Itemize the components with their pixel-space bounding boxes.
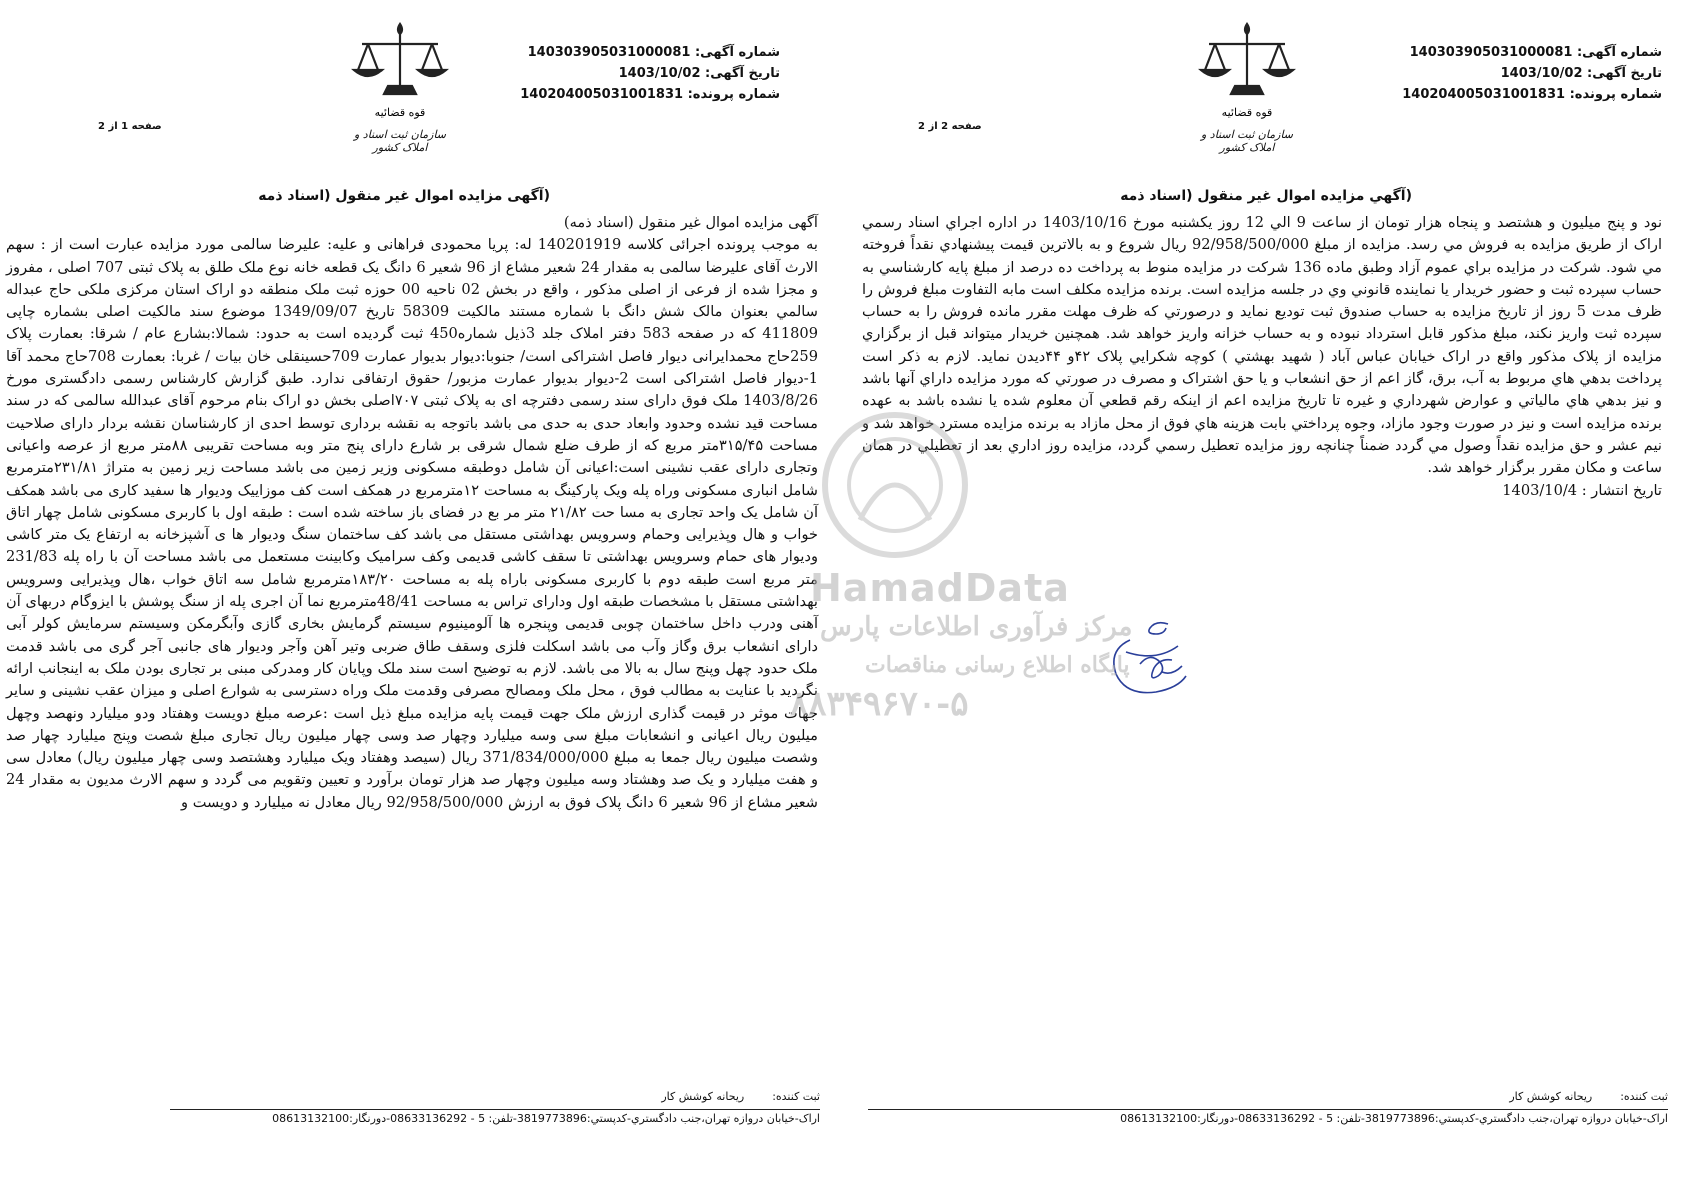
ad-number: 140303905031000081 (527, 45, 691, 60)
signature (1090, 612, 1210, 702)
case-number: 140204005031001831 (520, 87, 684, 102)
case-number: 140204005031001831 (1402, 87, 1566, 102)
notice-meta (1362, 42, 1662, 105)
registrar-name: ریحانه کوشش کار (661, 1090, 745, 1103)
scales-of-justice-icon (1187, 14, 1307, 126)
judiciary-emblem (340, 14, 460, 154)
judiciary-label: قوه قضائیه (1221, 106, 1273, 119)
notice-paragraph: نود و پنج میلیون و هشتصد و پنجاه هزار تومان از ساعت 9 الي 12 روز یکشنبه مورخ 1403/10/16 در اداره اجراي اسناد رسمي اراک از طريق مزايده به فروش مي رسد. مزايده از مبلغ 92/958/500/000 ريال شروع و به بالاترين قيمت پيشنهادي نقداً فروخته مي شود. شرکت در مزايده براي عموم آزاد وطبق ماده 136 شرکت در مزايده منوط به پرداخت ده درصد از مبلغ پايه کارشناسي به حساب سپرده ثبت و حضور خريدار يا نماينده قانوني وي در جلسه مزايده است. برنده مزايده مکلف است مابه التفاوت مبلغ فروش را ظرف مدت 5 روز از تاريخ مزايده به حساب صندوق ثبت توديع نمايد و درصورتي که ظرف مهلت مقرر مانده فروش را به حساب سپرده ثبت واريز نکند، مبلغ مذکور قابل استرداد نبوده و به حساب خزانه واريز خواهد شد. همچنين خريدار ميتواند قبل از برگزاري مزايده از پلاک مذکور واقع در اراک خیابان عباس آباد ( شهيد بهشتي ) کوچه شکرايي پلاک ۴۲و ۴۴دیدن نمايد. لازم به ذکر است پرداخت بدهي هاي مربوط به آب، برق، گاز اعم از حق انشعاب و يا حق اشتراک و مصرف در صورتي که مورد مزايده داراي آنها باشد و نيز بدهي هاي مالياتي و عوارض شهرداري و غيره تا تاريخ مزايده اعم از اينکه رقم قطعي آن معلوم شده يا نشده باشد به عهده برنده مزايده است و نيز در صورت وجود مازاد، وجوه پرداختي بابت هزينه هاي فوق از محل مازاد به برنده مزايده مسترد خواهد شد و نيم عشر و حق مزايده نقداً وصول مي گردد ضمناً چنانچه روز مزايده تعطيل رسمي گردد، مزايده روز اداري بعد از تعطيلي در همان ساعت و مكان مقرر برگزار خواهد شد. (862, 214, 1663, 477)
publication-date: تاریخ انتشار : 1403/10/4 (1502, 481, 1662, 499)
notice-paragraph: به موجب پرونده اجرائی کلاسه 140201919 له: پریا محمودی فراهانی و علیه: علیرضا سالمی مورد مزایده عبارت است از : سهم الارث آقای علیرضا سالمی به مقدار 24 شعیر مشاع از 96 شعیر 6 دانگ یک قطعه خانه نوع ملک طلق به پلاک ثبتی 707 اصلی ، مفروز و مجزا شده از فرعی از اصلی مذکور ، واقع در بخش 02 ناحیه 00 حوزه ثبت ملک منطقه دو اراک استان مرکزی ملکی حاج عبداله سالمي بعنوان مالک شش دانگ با شماره مستند مالکیت 58309 تاریخ 1349/09/07 موضوع سند مالکیت اصلی بشماره چاپی 411809 که در صفحه 583 دفتر املاک جلد 3ذیل شماره450 ثبت گردیده است به حدود: شمالا:بشارع عام / شرقا: بعمارت پلاک 259حاج محمدایرانی دیوار فاصل اشتراکی است/ جنوبا:دیوار بدیوار عمارت 709حسینقلی خان بیات / غربا: بعمارت 708حاج محمد آقا 1-دیوار فاصل اشتراکی است 2-دیوار بدیوار عمارت مزبور/ حقوق ارتفاقی ندارد. طبق گزارش کارشناس رسمی دادگستری مورخ 1403/8/26 ملک فوق دارای سند رسمی دفترچه ای به پلاک ثبتی ۷۰۷اصلی بخش دو اراک بنام مرحوم آقای عبدالله سالمی که در سند مساحت قید نشده وحدود وابعاد حدی به حدی می باشد باتوجه به نقشه برداری توسط احدی از کارشناسان نقشه بردار دارای صلاحیت مساحت ۳۱۵/۴۵متر مربع که از طرف ضلع شمال شرقی بر شارع دارای پنج متر وبه مساحت تقریبی ۸۸متر مربع از عرصه واعیانی وتجاری دارای عقب نشینی است:اعیانی آن شامل دوطبقه مسکونی وزیر زمین می باشد مساحت زیر زمین به متراژ ۲۳۱/۸۱مترمربع شامل انباری مسکونی وراه پله ویک پارکینگ به مساحت ۱۲مترمربع در همکف است کف موزاییک ودیوار ها سفید کاری می باشد همکف آن شامل یک واحد تجاری به مسا حت ۲۱/۸۲ متر مر بع در فضای باز ساخته شده است : طبقه اول با کاربری مسکونی شامل چهار اتاق خواب و هال وپذیرایی وحمام وسرویس بهداشتی مستقل می باشد کف ساختمان سنگ ودیوار ها ی آشپزخانه به ارتفاع یک متر کاشی ودیوار های حمام وسرویس بهداشتی تا سقف کاشی قدیمی وکف سرامیک وکابینت مستعمل می باشد مساحت آن با راه پله 231/83 متر مربع است طبقه دوم با کاربری مسکونی باراه پله به مساحت ۱۸۳/۲۰مترمربع شامل سه اتاق خواب ،هال وپذیرایی وسرویس بهداشتی مستقل با مشخصات طبقه اول ودارای تراس به مساحت 48/41مترمربع نما آن اجری پله از سنگ پوشش با ایزوگام دربهای آن آهنی ودرب داخل ساختمان چوبی قدیمی وپنجره ها آلومینیوم سیستم گرمایش بخاری گازی وآبگرمکن وسیستم سرمایش کولر آبی دارای انشعاب برق وگاز وآب می باشد اسکلت فلزی وسقف طاق ضربی وتیر آهن وآجر ودیوار های جانبی آجر گری می باشد قدمت ملک حدود چهل وپنج سال به بالا می باشد. لازم به توضیح است سند ملک وپایان کار ومدرکی مبنی بر تجاری بودن ملک به اینجانب ارائه نگردید با عنایت به مطالب فوق ، محل ملک ومصالح مصرفی وقدمت ملک وراه دسترسی به شوارع اصلی و میزان عقب نشینی و سایر جهات موثر در قیمت گذاری ارزش ملک جهت قیمت پایه مزایده مبلغ ذیل است :عرصه مبلغ دویست وهفتاد ودو میلیارد ونهصد وچهل میلیون ریال اعیانی و انشعابات مبلغ سی وسه میلیارد وچهار صد وسی چهار میلیون ریال تجاری مبلغ شصت وپنج میلیارد چهار صد وشصت میلیون ریال جمعا به مبلغ 371/834/000/000 ریال (سیصد وهفتاد ویک میلیارد وهشتصد وسی چهار میلیون ریال) معادل سی و هفت میلیارد و یک صد وهشتاد وسه میلیون وچهار صد هزار تومان برآورد و تعیین وتقویم می گردد و سهم الارث مدیون به مقدار 24 شعیر مشاع از 96 شعیر 6 دانگ پلاک فوق به ارزش 92/958/500/000 ریال معادل نه میلیارد و دویست و (6, 236, 819, 811)
watermark-line1: مرکز فرآوری اطلاعات پارس (820, 612, 1133, 642)
watermark-line2: پایگاه اطلاع رسانی مناقصات (865, 652, 1130, 678)
office-address: اراک-خیابان دروازه تهران،جنب دادگستري-کدپستي:3819773896-تلفن: 5 - 08633136292-دورنگار:08613132100 (170, 1109, 820, 1125)
ad-date: 1403/10/02 (1500, 66, 1583, 81)
notice-footer (868, 1090, 1668, 1125)
notice-meta (520, 42, 780, 105)
watermark-brand: HamadData (810, 566, 1070, 610)
case-number-label: شماره پرونده: (1569, 87, 1662, 102)
org-name: سازمان ثبت اسناد و املاک کشور (353, 128, 447, 154)
watermark-phone: ۸۸۳۴۹۶۷۰-۵ (790, 684, 969, 724)
page-number: صفحه 2 از 2 (918, 121, 982, 132)
office-address: اراک-خیابان دروازه تهران،جنب دادگستري-کدپستي:3819773896-تلفن: 5 - 08633136292-دورنگار:08613132100 (868, 1109, 1668, 1125)
case-number-label: شماره پرونده: (687, 87, 780, 102)
scales-of-justice-icon (340, 14, 460, 126)
judiciary-emblem (1187, 14, 1307, 154)
notice-page-1 (0, 0, 841, 1186)
ad-date-label: تاریخ آگهی: (705, 66, 780, 81)
notice-title: (آگهي مزايده اموال غير منقول (اسناد ذمه (1120, 188, 1412, 204)
ad-date: 1403/10/02 (618, 66, 701, 81)
registrar-label: ثبت کننده: (1620, 1090, 1668, 1103)
judiciary-label: قوه قضائیه (374, 106, 426, 119)
notice-body (862, 212, 1662, 502)
registrar-name: ریحانه کوشش کار (1509, 1090, 1593, 1103)
ad-date-label: تاریخ آگهی: (1587, 66, 1662, 81)
notice-page-2 (842, 0, 1683, 1186)
notice-body (6, 212, 818, 814)
ad-number-label: شماره آگهی: (1576, 45, 1662, 60)
ad-number: 140303905031000081 (1409, 45, 1573, 60)
page-number: صفحه 1 از 2 (98, 121, 162, 132)
notice-heading-line: آگهی مزایده اموال غیر منقول (اسناد ذمه) (563, 214, 818, 231)
org-name: سازمان ثبت اسناد و املاک کشور (1200, 128, 1294, 154)
notice-footer (170, 1090, 820, 1125)
registrar-label: ثبت کننده: (772, 1090, 820, 1103)
ad-number-label: شماره آگهی: (694, 45, 780, 60)
notice-title: (آگهی مزایده اموال غیر منقول (اسناد ذمه (258, 188, 550, 204)
